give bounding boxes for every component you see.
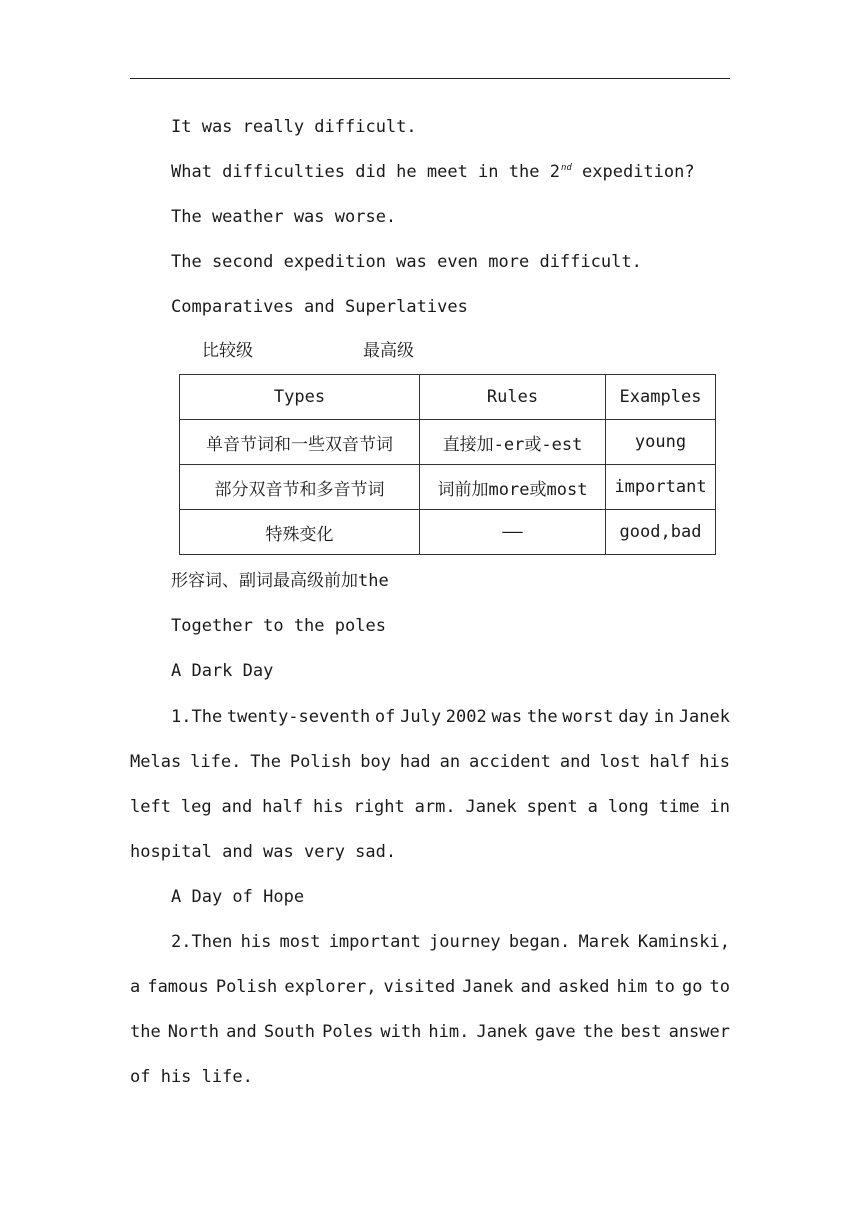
table-header-types: Types (180, 375, 420, 420)
table-header-examples: Examples (606, 375, 716, 420)
text-line-2-main: What difficulties did he meet in the 2 (171, 162, 560, 182)
table-header-rules: Rules (420, 375, 606, 420)
rules-table (179, 374, 716, 555)
text-line-2 (171, 161, 695, 183)
paragraph-1-line-3: left leg and half his right arm. Janek spent a long time in (130, 797, 730, 817)
reading-title: Together to the poles (171, 616, 386, 636)
text-line-2-end: expedition? (571, 162, 695, 182)
text-line-3: The weather was worse. (171, 207, 397, 227)
paragraph-2-line-4: of his life. (130, 1067, 253, 1087)
section-heading-day-of-hope: A Day of Hope (171, 887, 305, 907)
table-cell-rule: —— (420, 510, 606, 555)
table-cell-rule: 词前加more或most (420, 465, 606, 510)
text-line-4: The second expedition was even more difficult. (171, 252, 642, 272)
table-cell-type: 单音节词和一些双音节词 (180, 420, 420, 465)
table-cell-type: 部分双音节和多音节词 (180, 465, 420, 510)
table-cell-rule: 直接加-er或-est (420, 420, 606, 465)
label-comparative: 比较级 (202, 341, 253, 361)
paragraph-2-line-2: a famous Polish explorer, visited Janek and asked him to go to (130, 977, 730, 997)
paragraph-1-line-1: 1.The twenty-seventh of July 2002 was the worst day in Janek (171, 707, 730, 727)
table-header-row (180, 375, 716, 420)
header-rule (130, 78, 730, 79)
paragraph-1-line-4: hospital and was very sad. (130, 842, 397, 862)
table-cell-type: 特殊变化 (180, 510, 420, 555)
ordinal-suffix: nd (560, 163, 572, 173)
text-line-1: It was really difficult. (171, 117, 417, 137)
table-row (180, 465, 716, 510)
table-cell-example: young (606, 420, 716, 465)
paragraph-1-line-2: Melas life. The Polish boy had an accident and lost half his (130, 752, 730, 772)
section-heading-comparatives: Comparatives and Superlatives (171, 297, 468, 317)
paragraph-2-line-3: the North and South Poles with him. Janek gave the best answer (130, 1022, 730, 1042)
table-cell-example: good,bad (606, 510, 716, 555)
table-cell-example: important (606, 465, 716, 510)
table-row (180, 420, 716, 465)
label-superlative: 最高级 (363, 341, 414, 361)
section-heading-dark-day: A Dark Day (171, 661, 274, 681)
table-row (180, 510, 716, 555)
paragraph-2-line-1: 2.Then his most important journey began. Marek Kaminski, (171, 932, 730, 952)
note-superlative-the: 形容词、副词最高级前加the (171, 571, 389, 591)
